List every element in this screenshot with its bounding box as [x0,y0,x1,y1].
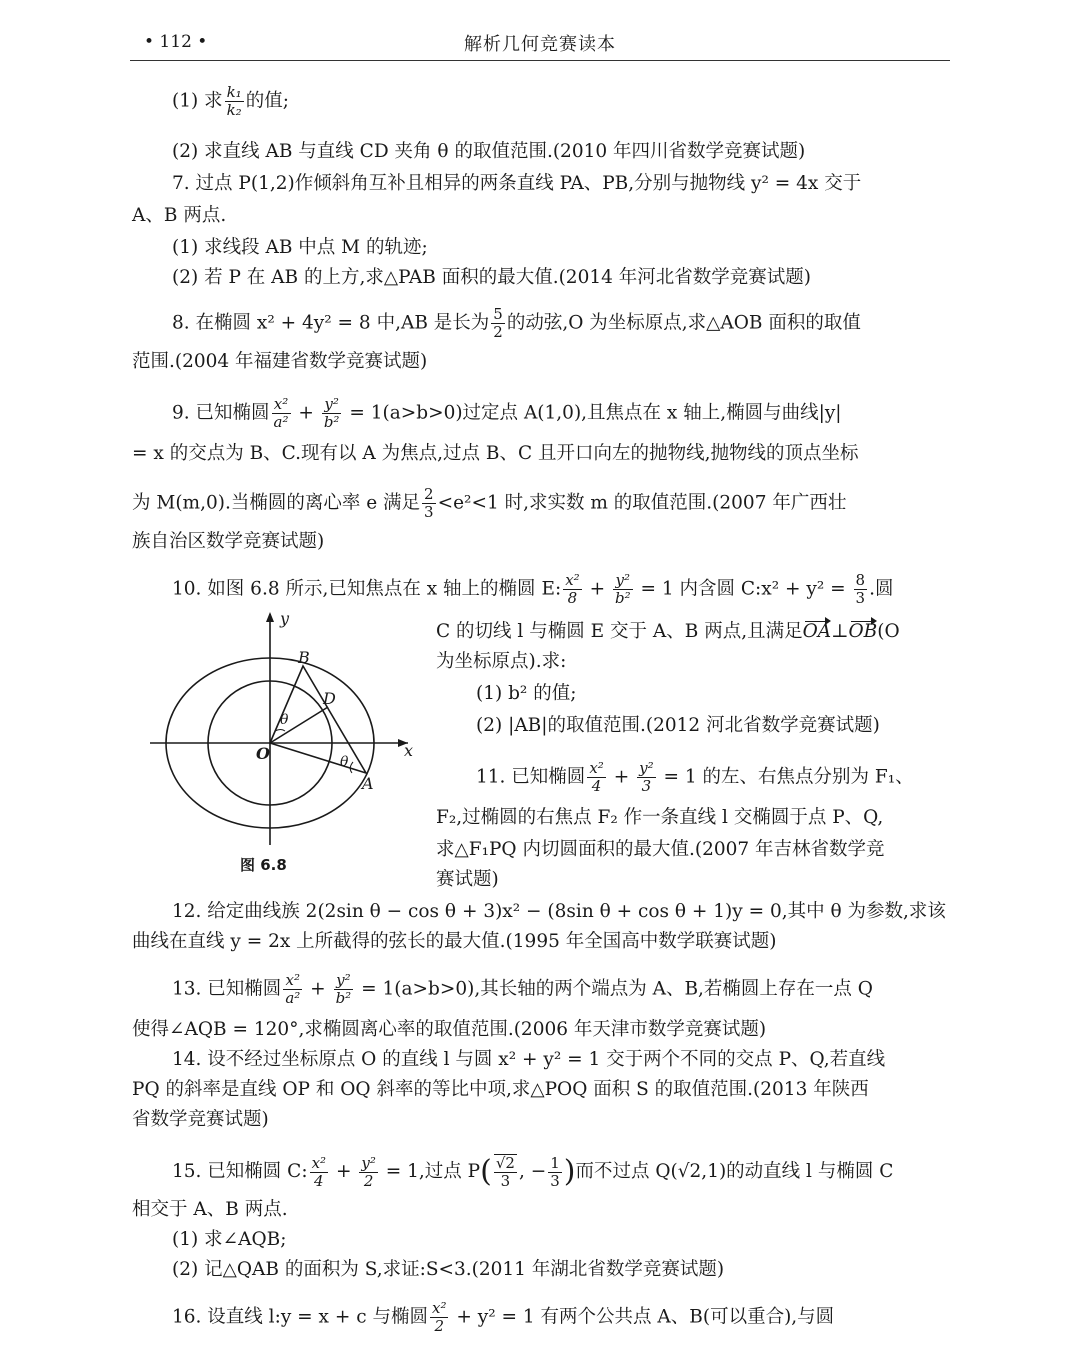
label-D: D [323,689,336,708]
problem-11-cont-1: F₂,过椭圆的右焦点 F₂ 作一条直线 l 交椭圆于点 P、Q, [436,807,884,828]
problem-11-cont-3: 赛试题) [436,869,499,890]
page-header [130,28,950,61]
problem-14-cont-1: PQ 的斜率是直线 OP 和 OQ 斜率的等比中项,求△POQ 面积 S 的取值范围.(2013 年陕西 [132,1079,869,1100]
fraction-x2-8: $\frac{\text{x²}}{8}$ [565,571,580,607]
fraction-k1-k2: $\frac{\text{k₁}}{\text{k₂}}$ [226,83,242,119]
problem-12-cont: 曲线在直线 y = 2x 上所截得的弦长的最大值.(1995 年全国高中数学联赛试题) [132,931,777,952]
problem-6-part-1: (1) 求 $\frac{\text{k₁}}{\text{k₂}}$ 的值; [172,83,289,119]
y-axis-arrow [266,612,274,622]
problem-10-cont-1: C 的切线 l 与椭圆 E 交于 A、B 两点,且满足OA⊥OB(O [436,621,900,642]
problem-15-cont: 相交于 A、B 两点. [132,1199,288,1220]
fraction-y2-b2: $\frac{\text{y²}}{\text{b²}}$ [323,395,340,431]
label-x: x [404,741,414,760]
fraction-x2-a2-2: $\frac{\text{x²}}{\text{a²}}$ [285,971,301,1007]
problem-14-cont-2: 省数学竞赛试题) [132,1109,269,1130]
fraction-x2-4-2: $\frac{\text{x²}}{4}$ [311,1153,327,1190]
problem-15: 15. 已知椭圆 C: $\frac{\text{x²}}{4}$ + $\frac{\text{y²}}{2}$ = 1,过点 P( $\frac{√2}{3}$ , − $\frac{1}{3}$ )而不过点 Q(√2,1)的动直线 l 与椭圆 C [172,1153,894,1190]
label-theta-2: θ [340,754,349,770]
problem-9: 9. 已知椭圆 $\frac{\text{x²}}{\text{a²}}$ + $\frac{\text{y²}}{\text{b²}}$ = 1(a>b>0)过定点 A(1,0),且焦点在 x 轴上,椭圆与曲线|y| [172,395,842,431]
problem-7-part-1: (1) 求线段 AB 中点 M 的轨迹; [172,237,428,258]
problem-7-part-2: (2) 若 P 在 AB 的上方,求△PAB 面积的最大值.(2014 年河北省数学竞赛试题) [172,267,811,288]
label-y: y [280,609,290,628]
problem-11-cont-2: 求△F₁PQ 内切圆面积的最大值.(2007 年吉林省数学竞 [436,839,885,860]
label-B: B [298,648,310,667]
problem-10-cont-2: 为坐标原点).求: [436,651,567,672]
problem-10-part-1: (1) b² 的值; [476,683,577,704]
figure-6-8 [140,600,430,890]
problem-16: 16. 设直线 l:y = x + c 与椭圆 $\frac{\text{x²}}{2}$ + y² = 1 有两个公共点 A、B(可以重合),与圆 [172,1299,835,1335]
angle-arc-2 [350,762,353,773]
label-theta-1: θ [280,712,289,728]
fraction-x2-a2: $\frac{\text{x²}}{\text{a²}}$ [273,395,289,431]
problem-14: 14. 设不经过坐标原点 O 的直线 l 与圆 x² + y² = 1 交于两个不同的交点 P、Q,若直线 [172,1049,886,1070]
fraction-5-2: $\frac{5}{2}$ [493,305,503,341]
fraction-y2-3: $\frac{\text{y²}}{3}$ [639,759,654,795]
fraction-y2-2: $\frac{\text{y²}}{2}$ [361,1153,376,1190]
problem-11: 11. 已知椭圆 $\frac{\text{x²}}{4}$ + $\frac{\text{y²}}{3}$ = 1 的左、右焦点分别为 F₁、 [476,759,914,795]
problem-8-cont: 范围.(2004 年福建省数学竞赛试题) [132,351,428,372]
problem-15-part-2: (2) 记△QAB 的面积为 S,求证:S<3.(2011 年湖北省数学竞赛试题) [172,1259,725,1280]
label-O: O [256,744,270,763]
vector-OA: OA [802,621,832,642]
problem-13-cont: 使得∠AQB = 120°,求椭圆离心率的取值范围.(2006 年天津市数学竞赛试题) [132,1019,767,1040]
page-number: • 112 • [144,32,208,52]
segment-OD [270,707,328,743]
fraction-y2-b2-3: $\frac{\text{y²}}{\text{b²}}$ [335,971,352,1007]
problem-7-cont: A、B 两点. [132,205,227,226]
vector-OB: OB [848,621,878,642]
problem-13: 13. 已知椭圆 $\frac{\text{x²}}{\text{a²}}$ + $\frac{\text{y²}}{\text{b²}}$ = 1(a>b>0),其长轴的两个端点为 A、B,若椭圆上存在一点 Q [172,971,873,1007]
fraction-y2-b2-2: $\frac{\text{y²}}{\text{b²}}$ [614,571,631,607]
problem-10: 10. 如图 6.8 所示,已知焦点在 x 轴上的椭圆 E: $\frac{\text{x²}}{8}$ + $\frac{\text{y²}}{\text{b²}}$ = 1 内含圆 C:x² + y² = $\frac{8}{3}$ .圆 [172,571,894,607]
problem-9-cont-1: = x 的交点为 B、C.现有以 A 为焦点,过点 B、C 且开口向左的抛物线,抛物线的顶点坐标 [132,443,859,464]
problem-12: 12. 给定曲线族 2(2sin θ − cos θ + 3)x² − (8sin θ + cos θ + 1)y = 0,其中 θ 为参数,求该 [172,901,946,922]
figure-caption: 图 6.8 [240,856,287,874]
fraction-sqrt2-3: $\frac{√2}{3}$ [495,1154,515,1190]
fraction-x2-2: $\frac{\text{x²}}{2}$ [431,1299,447,1335]
problem-10-part-2: (2) |AB|的取值范围.(2012 河北省数学竞赛试题) [476,715,880,736]
label-A: A [362,774,374,793]
running-title: 解析几何竞赛读本 [464,34,616,55]
fraction-8-3: $\frac{8}{3}$ [855,571,866,607]
problem-7: 7. 过点 P(1,2)作倾斜角互补且相异的两条直线 PA、PB,分别与抛物线 y² = 4x 交于 [172,173,862,194]
problem-6-part-2: (2) 求直线 AB 与直线 CD 夹角 θ 的取值范围.(2010 年四川省数学竞赛试题) [172,141,806,162]
problem-8: 8. 在椭圆 x² + 4y² = 8 中,AB 是长为 $\frac{5}{2}$ 的动弦,O 为坐标原点,求△AOB 面积的取值 [172,305,861,341]
fraction-2-3: $\frac{2}{3}$ [424,485,434,521]
fraction-1-3: $\frac{1}{3}$ [550,1153,560,1190]
problem-9-cont-3: 族自治区数学竞赛试题) [132,531,325,552]
problem-15-part-1: (1) 求∠AQB; [172,1229,287,1250]
problem-9-cont-2: 为 M(m,0).当椭圆的离心率 e 满足 $\frac{2}{3}$ <e²<1 时,求实数 m 的取值范围.(2007 年广西壮 [132,485,847,521]
fraction-x2-4: $\frac{\text{x²}}{4}$ [589,759,604,795]
